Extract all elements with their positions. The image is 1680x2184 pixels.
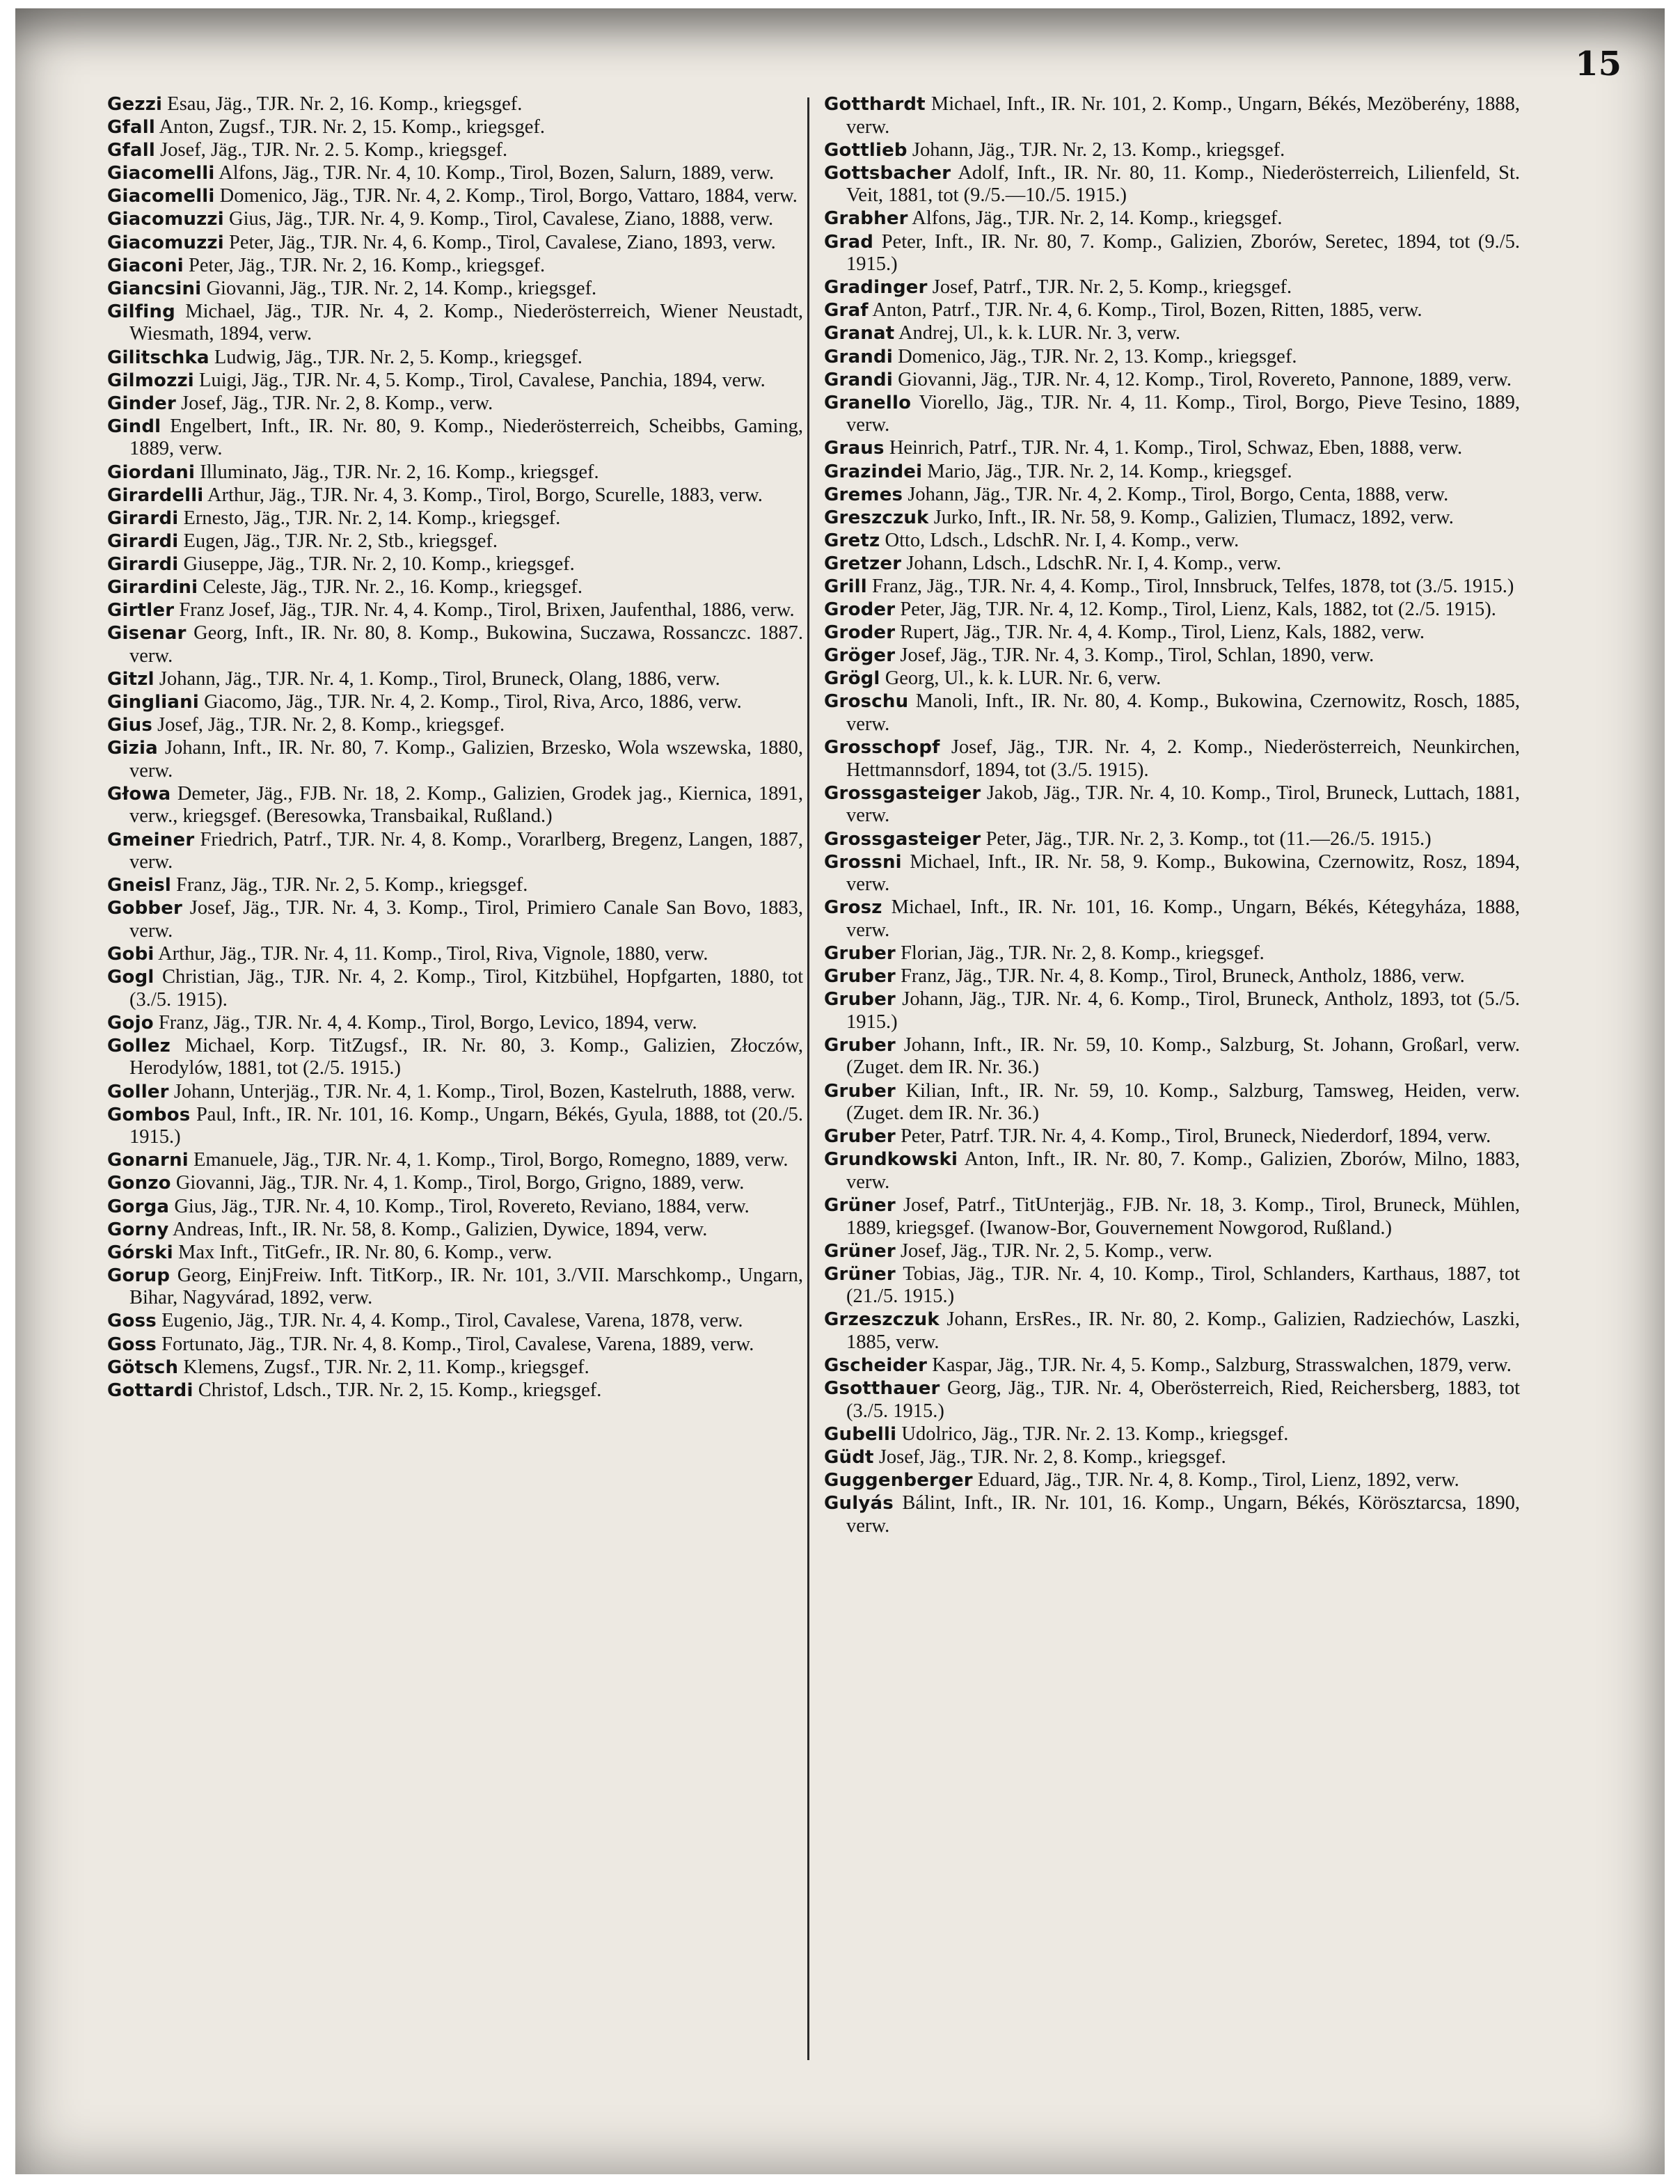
register-entry — [824, 965, 1520, 988]
register-entry — [107, 1172, 803, 1195]
register-entry — [107, 1012, 803, 1035]
register-entry — [107, 393, 803, 416]
entry-details: Luigi, Jäg., TJR. Nr. 4, 5. Komp., Tirol, Cavalese, Panchia, 1894, verw. — [199, 369, 766, 391]
register-entry — [824, 644, 1520, 667]
entry-details: Josef, Jäg., TJR. Nr. 4, 2. Komp., Niederösterreich, Neunkirchen, Hettmannsdorf, 1894, tot (3./5. 1915). — [846, 736, 1520, 781]
register-entry — [824, 507, 1520, 530]
register-entry — [107, 278, 803, 301]
entry-details: Domenico, Jäg., TJR. Nr. 2, 13. Komp., kriegsgef. — [898, 345, 1297, 367]
entry-surname: Gonzo — [107, 1173, 171, 1194]
entry-surname: Głowa — [107, 783, 171, 805]
register-entry — [107, 714, 803, 737]
entry-details: Eugen, Jäg., TJR. Nr. 2, Stb., kriegsgef. — [183, 530, 498, 552]
entry-details: Michael, Inft., IR. Nr. 58, 9. Komp., Bukowina, Czernowitz, Rosz, 1894, verw. — [846, 850, 1520, 896]
register-entry — [107, 1104, 803, 1149]
register-entry — [824, 1354, 1520, 1377]
register-entry — [107, 139, 803, 162]
entry-details: Engelbert, Inft., IR. Nr. 80, 9. Komp., Niederösterreich, Scheibbs, Gaming, 1889, verw. — [129, 415, 804, 460]
entry-details: Tobias, Jäg., TJR. Nr. 4, 10. Komp., Tirol, Schlanders, Karthaus, 1887, tot (21./5. 1915.) — [846, 1263, 1520, 1308]
entry-surname: Giacomelli — [107, 186, 215, 207]
entry-details: Heinrich, Patrf., TJR. Nr. 4, 1. Komp., Tirol, Schwaz, Eben, 1888, verw. — [889, 437, 1463, 459]
register-entry — [107, 416, 803, 461]
entry-details: Anton, Inft., IR. Nr. 80, 7. Komp., Galizien, Zborów, Milno, 1883, verw. — [846, 1148, 1520, 1193]
entry-details: Peter, Jäg., TJR. Nr. 4, 6. Komp., Tirol, Cavalese, Ziano, 1893, verw. — [228, 231, 776, 253]
entry-details: Arthur, Jäg., TJR. Nr. 4, 11. Komp., Tirol, Riva, Vignole, 1880, verw. — [158, 942, 708, 965]
entry-details: Georg, EinjFreiw. Inft. TitKorp., IR. Nr. 101, 3./VII. Marschkomp., Ungarn, Bihar, Nagyvárad, 1892, verw. — [129, 1264, 804, 1309]
entry-surname: Granat — [824, 323, 895, 345]
register-entry — [824, 162, 1520, 207]
entry-details: Michael, Inft., IR. Nr. 101, 16. Komp., Ungarn, Békés, Kétegyháza, 1888, verw. — [846, 896, 1520, 941]
entry-surname: Gilmozzi — [107, 370, 194, 391]
entry-surname: Girtler — [107, 600, 175, 622]
entry-surname: Grad — [824, 231, 874, 253]
entry-surname: Gottlieb — [824, 139, 908, 161]
entry-details: Peter, Jäg., TJR. Nr. 2, 3. Komp., tot (11.—26./5. 1915.) — [985, 828, 1432, 850]
entry-details: Franz, Jäg., TJR. Nr. 2, 5. Komp., kriegsgef. — [176, 874, 528, 896]
entry-details: Georg, Ul., k. k. LUR. Nr. 6, verw. — [885, 667, 1162, 690]
entry-details: Michael, Inft., IR. Nr. 101, 2. Komp., Ungarn, Békés, Mezöberény, 1888, verw. — [846, 93, 1521, 138]
entry-details: Johann, Inft., IR. Nr. 80, 7. Komp., Galizien, Brzesko, Wola wszewska, 1880, verw. — [129, 737, 804, 782]
register-entry — [824, 461, 1520, 484]
entry-surname: Gottardi — [107, 1379, 193, 1401]
entry-surname: Gruber — [824, 1034, 896, 1056]
entry-surname: Gezzi — [107, 94, 163, 115]
register-entry — [824, 299, 1520, 322]
right-column — [824, 93, 1520, 1538]
entry-details: Johann, Jäg., TJR. Nr. 4, 1. Komp., Tirol, Bruneck, Olang, 1886, verw. — [159, 667, 720, 690]
register-entry — [824, 942, 1520, 965]
register-entry — [107, 1149, 803, 1172]
entry-surname: Grossgasteiger — [824, 828, 981, 850]
entry-details: Anton, Zugsf., TJR. Nr. 2, 15. Komp., kriegsgef. — [159, 116, 545, 139]
entry-details: Peter, Jäg., TJR. Nr. 2, 16. Komp., kriegsgef. — [189, 254, 546, 276]
entry-surname: Gulyás — [824, 1493, 894, 1514]
entry-details: Bálint, Inft., IR. Nr. 101, 16. Komp., Ungarn, Békés, Körösztarcsa, 1890, verw. — [846, 1492, 1520, 1537]
entry-surname: Grandi — [824, 346, 893, 367]
entry-details: Ludwig, Jäg., TJR. Nr. 2, 5. Komp., kriegsgef. — [214, 346, 583, 368]
entry-details: Johann, Jäg., TJR. Nr. 4, 6. Komp., Tirol, Bruneck, Antholz, 1893, tot (5./5. 1915.) — [846, 988, 1520, 1033]
register-entry — [107, 255, 803, 278]
entry-surname: Giancsini — [107, 278, 202, 299]
entry-details: Gius, Jäg., TJR. Nr. 4, 9. Komp., Tirol, Cavalese, Ziano, 1888, verw. — [228, 208, 774, 230]
register-entry — [107, 897, 803, 942]
entry-surname: Gröger — [824, 645, 896, 667]
entry-surname: Gorga — [107, 1196, 170, 1217]
register-entry — [107, 461, 803, 484]
entry-details: Esau, Jäg., TJR. Nr. 2, 16. Komp., kriegsgef. — [167, 93, 523, 115]
entry-surname: Gilfing — [107, 301, 175, 322]
entry-surname: Giacomuzzi — [107, 232, 224, 253]
register-entry — [824, 553, 1520, 576]
entry-surname: Gindl — [107, 416, 161, 437]
entry-details: Josef, Patrf., TitUnterjäg., FJB. Nr. 18, 3. Komp., Tirol, Bruneck, Mühlen, 1889, kriegsgef. (Iwanow-Bor, Gouvernement Nowgorod, Rußland.) — [846, 1194, 1520, 1239]
entry-details: Illuminato, Jäg., TJR. Nr. 2, 16. Komp., kriegsgef. — [200, 461, 599, 483]
register-entry — [824, 667, 1520, 690]
entry-surname: Grosz — [824, 897, 882, 919]
entry-surname: Górski — [107, 1242, 173, 1263]
register-entry — [107, 347, 803, 370]
entry-surname: Gobi — [107, 943, 154, 965]
register-entry — [824, 622, 1520, 644]
entry-surname: Girardini — [107, 576, 198, 598]
entry-surname: Gubelli — [824, 1423, 897, 1445]
register-entry — [107, 93, 803, 116]
register-entry — [824, 1377, 1520, 1423]
register-entry — [824, 1034, 1520, 1079]
entry-surname: Gisenar — [107, 623, 187, 644]
entry-surname: Graf — [824, 300, 869, 322]
entry-surname: Gilitschka — [107, 347, 209, 368]
register-entry — [107, 668, 803, 691]
register-entry — [107, 185, 803, 208]
entry-surname: Gneisl — [107, 875, 171, 896]
entry-surname: Gmeiner — [107, 829, 195, 850]
register-entry — [824, 1263, 1520, 1308]
entry-surname: Gscheider — [824, 1355, 928, 1377]
register-entry — [824, 93, 1520, 139]
register-entry — [824, 851, 1520, 896]
entry-surname: Ginder — [107, 393, 177, 414]
entry-details: Johann, Inft., IR. Nr. 59, 10. Komp., Salzburg, St. Johann, Großarl, verw. (Zuget. dem IR. Nr. 36.) — [846, 1034, 1521, 1079]
entry-surname: Grüner — [824, 1240, 896, 1262]
register-entry — [824, 231, 1520, 276]
register-entry — [824, 530, 1520, 553]
register-entry — [107, 1035, 803, 1080]
register-entry — [824, 1492, 1520, 1537]
entry-surname: Gombos — [107, 1104, 191, 1125]
entry-details: Josef, Jäg., TJR. Nr. 2. 5. Komp., kriegsgef. — [160, 139, 508, 161]
entry-surname: Gfall — [107, 140, 156, 161]
entry-surname: Gruber — [824, 942, 896, 964]
entry-surname: Giacomelli — [107, 163, 215, 184]
entry-surname: Götsch — [107, 1356, 179, 1378]
entry-surname: Grossni — [824, 851, 902, 873]
entry-surname: Gruber — [824, 989, 896, 1011]
entry-surname: Gogl — [107, 967, 154, 988]
register-entry — [824, 576, 1520, 599]
register-entry — [824, 276, 1520, 299]
register-entry — [824, 484, 1520, 507]
register-entry — [107, 1196, 803, 1219]
entry-surname: Gruber — [824, 1126, 896, 1148]
entry-surname: Gremes — [824, 484, 903, 505]
register-entry — [107, 874, 803, 897]
entry-details: Josef, Jäg., TJR. Nr. 2, 8. Komp., kriegsgef. — [878, 1446, 1226, 1469]
entry-details: Peter, Patrf. TJR. Nr. 4, 4. Komp., Tirol, Bruneck, Niederdorf, 1894, verw. — [901, 1125, 1491, 1148]
entry-surname: Goss — [107, 1334, 157, 1355]
entry-surname: Grosschopf — [824, 737, 940, 759]
register-entry — [107, 783, 803, 828]
register-entry — [107, 599, 803, 622]
entry-surname: Giacomuzzi — [107, 209, 224, 230]
register-entry — [107, 943, 803, 966]
entry-details: Alfons, Jäg., TJR. Nr. 4, 10. Komp., Tirol, Bozen, Salurn, 1889, verw. — [219, 162, 775, 184]
entry-details: Giovanni, Jäg., TJR. Nr. 2, 14. Komp., kriegsgef. — [206, 277, 597, 299]
entry-details: Alfons, Jäg., TJR. Nr. 2, 14. Komp., kriegsgef. — [912, 207, 1283, 230]
register-entry — [824, 896, 1520, 942]
entry-surname: Groder — [824, 599, 896, 621]
register-entry — [107, 1219, 803, 1242]
register-entry — [824, 690, 1520, 736]
entry-details: Otto, Ldsch., LdschR. Nr. I, 4. Komp., verw. — [885, 529, 1239, 551]
register-entry — [824, 1423, 1520, 1446]
register-entry — [824, 1125, 1520, 1148]
entry-details: Demeter, Jäg., FJB. Nr. 18, 2. Komp., Galizien, Grodek jag., Kiernica, 1891, verw., kriegsgef. (Beresowka, Transbaikal, Rußland.) — [129, 782, 804, 828]
entry-details: Georg, Jäg., TJR. Nr. 4, Oberösterreich, Ried, Reichersberg, 1883, tot (3./5. 1915.) — [846, 1377, 1520, 1422]
register-entry — [107, 576, 803, 599]
entry-details: Ernesto, Jäg., TJR. Nr. 2, 14. Komp., kriegsgef. — [183, 507, 561, 529]
entry-surname: Gottsbacher — [824, 162, 951, 184]
register-entry — [107, 691, 803, 714]
entry-surname: Groschu — [824, 691, 909, 713]
entry-surname: Gradinger — [824, 277, 928, 299]
entry-details: Josef, Jäg., TJR. Nr. 4, 3. Komp., Tirol, Schlan, 1890, verw. — [900, 644, 1374, 667]
register-entry — [824, 346, 1520, 369]
entry-details: Johann, Jäg., TJR. Nr. 2, 13. Komp., kriegsgef. — [912, 139, 1285, 161]
register-entry — [824, 1308, 1520, 1354]
register-entry — [107, 737, 803, 782]
entry-surname: Gretzer — [824, 553, 902, 574]
register-entry — [824, 369, 1520, 392]
entry-details: Fortunato, Jäg., TJR. Nr. 4, 8. Komp., Tirol, Cavalese, Varena, 1889, verw. — [161, 1333, 754, 1355]
entry-details: Arthur, Jäg., TJR. Nr. 4, 3. Komp., Tirol, Borgo, Scurelle, 1883, verw. — [207, 484, 763, 506]
register-entry — [107, 622, 803, 667]
entry-details: Eugenio, Jäg., TJR. Nr. 4, 4. Komp., Tirol, Cavalese, Varena, 1878, verw. — [161, 1310, 743, 1332]
entry-surname: Gruber — [824, 1080, 896, 1102]
register-entry — [107, 232, 803, 255]
register-entry — [824, 828, 1520, 851]
entry-details: Franz Josef, Jäg., TJR. Nr. 4, 4. Komp., Tirol, Brixen, Jaufenthal, 1886, verw. — [179, 599, 795, 622]
entry-surname: Grill — [824, 576, 867, 597]
entry-details: Adolf, Inft., IR. Nr. 80, 11. Komp., Niederösterreich, Lilienfeld, St. Veit, 1881, tot (9./5.—10./5. 1915.) — [846, 161, 1520, 207]
entry-details: Friedrich, Patrf., TJR. Nr. 4, 8. Komp., Vorarlberg, Bregenz, Langen, 1887, verw. — [129, 828, 803, 873]
entry-surname: Grzeszczuk — [824, 1309, 940, 1331]
entry-surname: Guggenberger — [824, 1470, 973, 1491]
entry-surname: Grögl — [824, 668, 880, 690]
entry-surname: Gorny — [107, 1219, 169, 1240]
entry-details: Rupert, Jäg., TJR. Nr. 4, 4. Komp., Tirol, Lienz, Kals, 1882, verw. — [900, 622, 1425, 644]
entry-details: Anton, Patrf., TJR. Nr. 4, 6. Komp., Tirol, Bozen, Ritten, 1885, verw. — [872, 299, 1423, 322]
entry-surname: Girardi — [107, 507, 179, 529]
register-entry — [824, 207, 1520, 230]
entry-surname: Gotthardt — [824, 94, 926, 115]
register-entry — [824, 1194, 1520, 1240]
entry-details: Manoli, Inft., IR. Nr. 80, 4. Komp., Bukowina, Czernowitz, Rosch, 1885, verw. — [846, 690, 1520, 736]
entry-surname: Gius — [107, 715, 153, 736]
entry-details: Paul, Inft., IR. Nr. 101, 16. Komp., Ungarn, Békés, Gyula, 1888, tot (20./5. 1915.) — [129, 1103, 804, 1148]
register-entry — [824, 599, 1520, 622]
entry-surname: Gingliani — [107, 691, 199, 713]
register-entry — [107, 208, 803, 231]
entry-details: Giovanni, Jäg., TJR. Nr. 4, 12. Komp., Tirol, Rovereto, Pannone, 1889, verw. — [898, 368, 1512, 390]
entry-details: Christof, Ldsch., TJR. Nr. 2, 15. Komp., kriegsgef. — [198, 1379, 602, 1401]
register-entry — [107, 1310, 803, 1333]
entry-details: Johann, Unterjäg., TJR. Nr. 4, 1. Komp., Tirol, Bozen, Kastelruth, 1888, verw. — [173, 1080, 795, 1102]
entry-details: Josef, Jäg., TJR. Nr. 2, 5. Komp., verw. — [900, 1240, 1213, 1262]
entry-surname: Gonarni — [107, 1150, 189, 1171]
register-entry — [107, 370, 803, 393]
register-entry — [824, 736, 1520, 782]
entry-details: Franz, Jäg., TJR. Nr. 4, 4. Komp., Tirol, Borgo, Levico, 1894, verw. — [158, 1011, 697, 1034]
entry-details: Michael, Korp. TitZugsf., IR. Nr. 80, 3. Komp., Galizien, Złoczów, Herodylów, 1881, tot (2./5. 1915.) — [129, 1034, 804, 1079]
entry-surname: Gitzl — [107, 668, 154, 690]
entry-surname: Girardi — [107, 530, 179, 552]
entry-details: Johann, ErsRes., IR. Nr. 80, 2. Komp., Galizien, Radziechów, Laszki, 1885, verw. — [846, 1308, 1520, 1354]
entry-details: Giuseppe, Jäg., TJR. Nr. 2, 10. Komp., kriegsgef. — [183, 553, 575, 575]
entry-surname: Gretz — [824, 530, 880, 551]
entry-surname: Grabher — [824, 208, 908, 230]
entry-details: Klemens, Zugsf., TJR. Nr. 2, 11. Komp., kriegsgef. — [183, 1356, 589, 1378]
register-entry — [107, 507, 803, 530]
entry-surname: Giaconi — [107, 255, 184, 276]
entry-surname: Grazindei — [824, 461, 923, 482]
entry-details: Florian, Jäg., TJR. Nr. 2, 8. Komp., kriegsgef. — [901, 942, 1265, 964]
entry-details: Udolrico, Jäg., TJR. Nr. 2. 13. Komp., kriegsgef. — [901, 1423, 1289, 1445]
register-entry — [824, 139, 1520, 162]
register-entry — [824, 1240, 1520, 1263]
entry-details: Jurko, Inft., IR. Nr. 58, 9. Komp., Galizien, Tlumacz, 1892, verw. — [933, 506, 1454, 528]
entry-surname: Gorup — [107, 1265, 171, 1286]
entry-details: Kilian, Inft., IR. Nr. 59, 10. Komp., Salzburg, Tamsweg, Heiden, verw. (Zuget. dem IR. Nr. 36.) — [846, 1079, 1520, 1125]
entry-details: Josef, Jäg., TJR. Nr. 2, 8. Komp., verw. — [181, 392, 493, 414]
page-number: 15 — [1575, 45, 1622, 84]
register-entry — [107, 1081, 803, 1104]
entry-surname: Grandi — [824, 369, 893, 390]
entry-details: Johann, Ldsch., LdschR. Nr. I, 4. Komp., verw. — [906, 552, 1282, 574]
entry-details: Giovanni, Jäg., TJR. Nr. 4, 1. Komp., Tirol, Borgo, Grigno, 1889, verw. — [175, 1172, 745, 1194]
entry-surname: Grüner — [824, 1195, 896, 1216]
register-entry — [824, 1446, 1520, 1469]
register-entry — [107, 484, 803, 507]
entry-details: Franz, Jäg., TJR. Nr. 4, 4. Komp., Tirol, Innsbruck, Telfes, 1878, tot (3./5. 1915.) — [872, 575, 1514, 597]
column-divider — [807, 97, 809, 2060]
entry-surname: Grundkowski — [824, 1149, 958, 1171]
entry-surname: Girardi — [107, 553, 179, 575]
entry-details: Andrej, Ul., k. k. LUR. Nr. 3, verw. — [898, 322, 1180, 345]
entry-surname: Gojo — [107, 1012, 154, 1034]
entry-details: Max Inft., TitGefr., IR. Nr. 80, 6. Komp., verw. — [178, 1241, 553, 1263]
register-entry — [107, 116, 803, 139]
entry-surname: Gizia — [107, 738, 158, 759]
entry-surname: Graus — [824, 438, 885, 459]
register-entry — [107, 966, 803, 1011]
entry-surname: Gfall — [107, 117, 156, 139]
register-entry — [824, 322, 1520, 345]
entry-details: Georg, Inft., IR. Nr. 80, 8. Komp., Bukowina, Suczawa, Rossanczc. 1887. verw. — [129, 622, 803, 667]
entry-details: Domenico, Jäg., TJR. Nr. 4, 2. Komp., Tirol, Borgo, Vattaro, 1884, verw. — [219, 185, 798, 207]
register-entry — [107, 553, 803, 576]
entry-surname: Güdt — [824, 1447, 874, 1469]
register-entry — [107, 829, 803, 874]
entry-details: Kaspar, Jäg., TJR. Nr. 4, 5. Komp., Salzburg, Strasswalchen, 1879, verw. — [932, 1354, 1512, 1377]
entry-surname: Greszczuk — [824, 507, 929, 528]
entry-details: Johann, Jäg., TJR. Nr. 4, 2. Komp., Tirol, Borgo, Centa, 1888, verw. — [908, 483, 1449, 505]
register-entry — [107, 530, 803, 553]
entry-details: Eduard, Jäg., TJR. Nr. 4, 8. Komp., Tirol, Lienz, 1892, verw. — [977, 1469, 1459, 1491]
register-entry — [824, 392, 1520, 437]
entry-surname: Granello — [824, 392, 912, 413]
entry-surname: Goller — [107, 1081, 169, 1102]
register-entry — [107, 301, 803, 346]
entry-details: Emanuele, Jäg., TJR. Nr. 4, 1. Komp., Tirol, Borgo, Romegno, 1889, verw. — [193, 1149, 789, 1171]
register-entry — [107, 1265, 803, 1310]
entry-details: Gius, Jäg., TJR. Nr. 4, 10. Komp., Tirol, Rovereto, Reviano, 1884, verw. — [174, 1195, 750, 1217]
entry-details: Viorello, Jäg., TJR. Nr. 4, 11. Komp., Tirol, Borgo, Pieve Tesino, 1889, verw. — [846, 391, 1520, 436]
entry-surname: Gruber — [824, 966, 896, 988]
entry-details: Josef, Jäg., TJR. Nr. 2, 8. Komp., kriegsgef. — [157, 714, 505, 736]
entry-surname: Gsotthauer — [824, 1378, 940, 1400]
entry-details: Christian, Jäg., TJR. Nr. 4, 2. Komp., Tirol, Kitzbühel, Hopfgarten, 1880, tot (3./5. 1915). — [129, 966, 804, 1011]
register-entry — [824, 988, 1520, 1034]
entry-surname: Goss — [107, 1311, 157, 1332]
entry-surname: Gollez — [107, 1035, 171, 1057]
entry-details: Peter, Inft., IR. Nr. 80, 7. Komp., Galizien, Zborów, Seretec, 1894, tot (9./5. 1915.) — [846, 230, 1520, 276]
entry-surname: Gobber — [107, 898, 183, 919]
register-entry — [824, 437, 1520, 460]
entry-details: Giacomo, Jäg., TJR. Nr. 4, 2. Komp., Tirol, Riva, Arco, 1886, verw. — [204, 690, 742, 713]
register-entry — [107, 1334, 803, 1356]
entry-surname: Groder — [824, 622, 896, 644]
entry-details: Josef, Patrf., TJR. Nr. 2, 5. Komp., kriegsgef. — [932, 276, 1292, 299]
register-entry — [107, 162, 803, 185]
entry-details: Josef, Jäg., TJR. Nr. 4, 3. Komp., Tirol, Primiero Canale San Bovo, 1883, verw. — [129, 897, 804, 942]
entry-details: Andreas, Inft., IR. Nr. 58, 8. Komp., Galizien, Dywice, 1894, verw. — [173, 1218, 708, 1240]
left-column — [107, 93, 803, 1402]
register-entry — [824, 782, 1520, 828]
entry-surname: Giordani — [107, 461, 196, 483]
entry-details: Franz, Jäg., TJR. Nr. 4, 8. Komp., Tirol, Bruneck, Antholz, 1886, verw. — [901, 965, 1465, 988]
entry-details: Michael, Jäg., TJR. Nr. 4, 2. Komp., Niederösterreich, Wiener Neustadt, Wiesmath, 1894, verw. — [129, 300, 803, 345]
register-entry — [824, 1148, 1520, 1194]
register-entry — [824, 1469, 1520, 1492]
register-entry — [107, 1356, 803, 1379]
scanned-page — [15, 8, 1665, 2174]
register-entry — [107, 1379, 803, 1402]
entry-details: Jakob, Jäg., TJR. Nr. 4, 10. Komp., Tirol, Bruneck, Luttach, 1881, verw. — [846, 782, 1520, 827]
entry-details: Celeste, Jäg., TJR. Nr. 2., 16. Komp., kriegsgef. — [203, 576, 583, 598]
entry-details: Peter, Jäg, TJR. Nr. 4, 12. Komp., Tirol, Lienz, Kals, 1882, tot (2./5. 1915). — [900, 599, 1496, 621]
entry-surname: Grossgasteiger — [824, 782, 981, 804]
entry-surname: Grüner — [824, 1263, 896, 1285]
entry-surname: Girardelli — [107, 484, 204, 506]
register-entry — [107, 1242, 803, 1265]
entry-details: Mario, Jäg., TJR. Nr. 2, 14. Komp., kriegsgef. — [927, 460, 1292, 482]
register-entry — [824, 1080, 1520, 1125]
